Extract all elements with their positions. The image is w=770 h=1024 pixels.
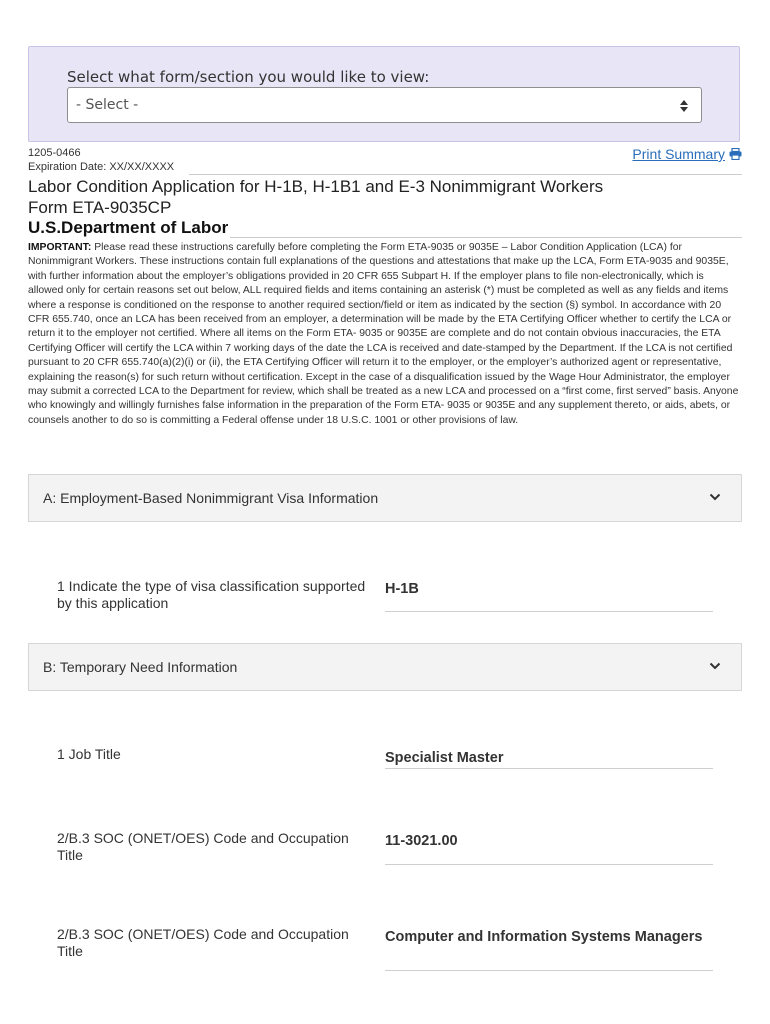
omb-number: 1205-0466 <box>28 147 81 159</box>
field-divider <box>385 970 713 971</box>
expiration-date: Expiration Date: XX/XX/XXXX <box>28 161 175 173</box>
job-title-value: Specialist Master <box>385 750 504 766</box>
page-title: Labor Condition Application for H-1B, H-1B1 and E-3 Nonimmigrant Workers <box>28 177 604 196</box>
agency-name: U.S.Department of Labor <box>28 218 229 237</box>
section-a-title: A: Employment-Based Nonimmigrant Visa Information <box>43 490 379 506</box>
print-summary-label: Print Summary <box>632 146 725 162</box>
important-lead: IMPORTANT: <box>28 242 92 253</box>
selector-label: Select what form/section you would like to view: <box>67 68 430 86</box>
sort-arrows-icon <box>679 99 689 113</box>
print-summary-link[interactable] <box>632 146 742 162</box>
header-divider <box>189 174 742 175</box>
section-b-accordion[interactable] <box>28 643 742 691</box>
agency-divider <box>230 237 742 238</box>
visa-classification-value: H-1B <box>385 581 419 597</box>
field-divider <box>385 611 713 612</box>
important-text: Please read these instructions carefully before completing the Form ETA-9035 or 9035E – Labor Condition Application (LCA) for Nonimmigrant Workers. These instructions contain full explanations of the questions and attestations that make up the LCA, Form ETA-9035 and 9035E, with further information about the employer’s obligations provided in 20 CFR 655 Subpart H. If the employer plans to file non-electronically, which is allowed only for certain reasons set out below, ALL required fields and items containing an asterisk (*) must be completed as well as any fields and items where a response is conditioned on the response to another required section/field or item as indicated by the section (§) symbol. In accordance with 20 CFR 655.740, once an LCA has been received from an employer, a determination will be made by the ETA Certifying Officer whether to certify the LCA or return it to the employer not certified. Where all items on the Form ETA- 9035 or 9035E are complete and do not contain obvious inaccuracies, the ETA Certifying Officer will certify the LCA within 7 working days of the date the LCA is received and date-stamped by the Department. If the LCA is not certified pursuant to 20 CFR 655.740(a)(2)(i) or (ii), the ETA Certifying Officer will return it to the employer, or the employer’s authorized agent or representative, explaining the reason(s) for such return without certification. Except in the case of a disqualification issued by the Wage Hour Administrator, the employer may submit a corrected LCA to the Department for review, which shall be treated as a new LCA and processed on a “first come, first served” basis. Anyone who knowingly and willingly furnishes false information in the preparation of the Form ETA- 9035 or 9035E and any supplement thereto, or aids, abets, or counsels another to do so is committing a Federal offense under 18 U.S.C. 1001 or other provisions of law. <box>28 242 739 426</box>
form-section-selector-panel <box>28 46 740 142</box>
occupation-title-label: 2/B.3 SOC (ONET/OES) Code and Occupation Title <box>57 926 349 959</box>
field-divider <box>385 768 713 769</box>
omb-info <box>28 146 174 174</box>
chevron-down-icon <box>709 493 721 501</box>
section-a-accordion[interactable] <box>28 474 742 522</box>
form-number: Form ETA-9035CP <box>28 198 172 217</box>
section-b-title: B: Temporary Need Information <box>43 659 238 675</box>
form-section-select[interactable] <box>67 87 702 123</box>
visa-classification-label: 1 Indicate the type of visa classification supported by this application <box>57 578 366 611</box>
chevron-down-icon <box>709 662 721 670</box>
important-notice <box>28 241 740 428</box>
job-title-label: 1 Job Title <box>57 746 121 762</box>
printer-icon <box>729 148 742 160</box>
soc-code-label: 2/B.3 SOC (ONET/OES) Code and Occupation Title <box>57 830 349 863</box>
field-divider <box>385 864 713 865</box>
soc-code-value: 11-3021.00 <box>385 833 458 849</box>
select-value: - Select - <box>76 97 139 113</box>
occupation-title-value: Computer and Information Systems Managers <box>385 929 703 945</box>
